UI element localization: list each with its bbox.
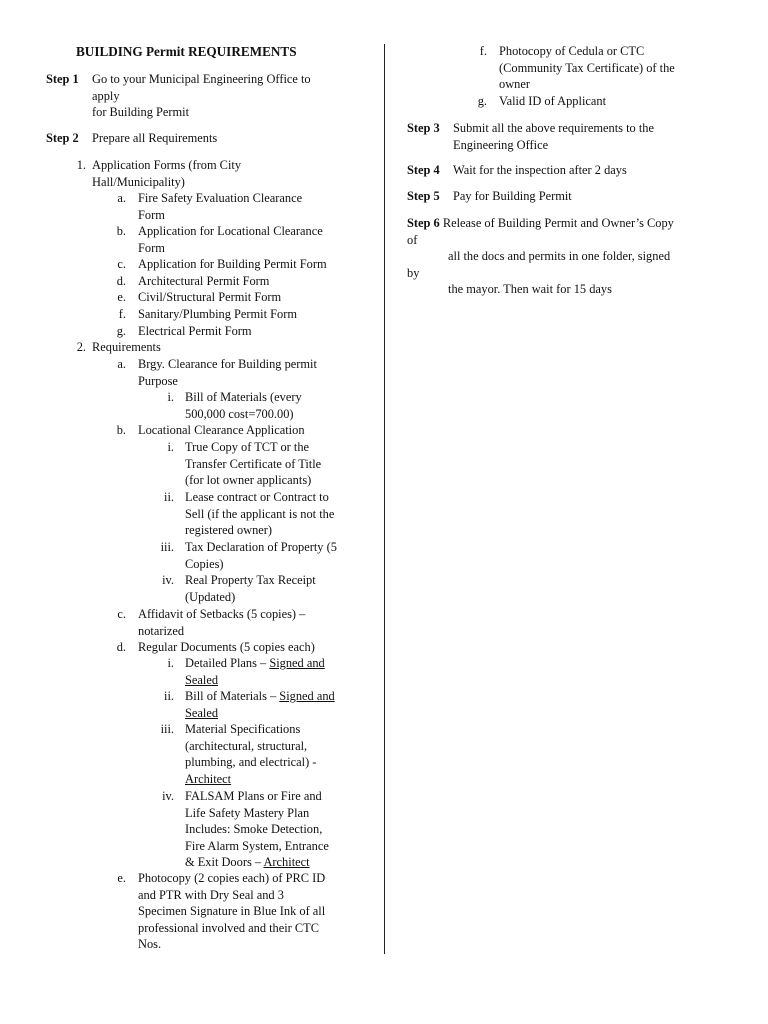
step-1-label: Step 1: [46, 72, 79, 86]
list-text: Application Forms (from City: [92, 158, 242, 172]
step-6-line: the mayor. Then wait for 15 days: [448, 282, 612, 297]
list-item: [110, 256, 366, 273]
list-marker: a.: [117, 357, 126, 371]
list-text: Specimen Signature in Blue Ink of all: [138, 904, 326, 919]
list-text: Regular Documents (5 copies each): [138, 640, 315, 654]
step-1: [46, 71, 366, 121]
list-marker: ii.: [164, 689, 174, 703]
step-5-text: Pay for Building Permit: [453, 189, 572, 203]
list-marker: b.: [116, 224, 126, 238]
step-6: [407, 215, 717, 298]
list-marker: iii.: [160, 722, 174, 736]
list-text: Photocopy (2 copies each) of PRC ID: [138, 871, 326, 885]
list-item: [150, 572, 366, 605]
step-6-line: of: [407, 232, 418, 247]
list-marker: g.: [477, 94, 487, 108]
list-text: Form: [138, 240, 165, 255]
list-text: Architectural Permit Form: [138, 274, 270, 288]
list-marker: i.: [167, 390, 174, 404]
list-text: Photocopy of Cedula or CTC: [499, 44, 645, 58]
page-title: BUILDING Permit REQUIREMENTS: [76, 44, 297, 59]
list-text: Detailed Plans –: [185, 656, 270, 670]
list-text: (Community Tax Certificate) of the: [499, 60, 675, 75]
list-text: Bill of Materials (every: [185, 390, 302, 404]
step-1-line: for Building Permit: [92, 105, 190, 120]
step-6-line: by: [407, 265, 420, 280]
list-item: [463, 93, 717, 110]
list-item: [150, 721, 366, 787]
list-text: notarized: [138, 623, 185, 638]
list-text: Bill of Materials –: [185, 689, 280, 703]
list-text: Real Property Tax Receipt: [185, 573, 316, 587]
list-marker: iv.: [162, 789, 174, 803]
list-text: Form: [138, 207, 165, 222]
list-item: [150, 489, 366, 539]
list-text: Nos.: [138, 937, 162, 952]
list-marker: b.: [116, 423, 126, 437]
list-item: [110, 289, 366, 306]
step-6-line: Release of Building Permit and Owner’s Copy: [442, 216, 674, 230]
list-text: Requirements: [92, 340, 161, 354]
list-text: registered owner): [185, 523, 273, 538]
list-text: Fire Alarm System, Entrance: [185, 838, 329, 853]
step-6-label: Step 6: [407, 216, 440, 230]
list-marker: iii.: [160, 540, 174, 554]
list-text: Life Safety Mastery Plan: [185, 805, 310, 820]
step-2: [46, 130, 366, 147]
step-1-line: Go to your Municipal Engineering Office to: [92, 72, 311, 86]
list-text: Electrical Permit Form: [138, 324, 252, 338]
list-marker: f.: [118, 307, 126, 321]
list-marker: i.: [167, 440, 174, 454]
list-text: Purpose: [138, 373, 178, 388]
list-text: Locational Clearance Application: [138, 423, 305, 437]
list-text: Civil/Structural Permit Form: [138, 290, 282, 304]
list-marker: c.: [117, 607, 126, 621]
list-text: Sell (if the applicant is not the: [185, 506, 335, 521]
list-item: [150, 655, 366, 688]
list-item: [150, 389, 366, 422]
list-text: Affidavit of Setbacks (5 copies) –: [138, 607, 306, 621]
list-item: [110, 870, 366, 953]
list-marker: e.: [117, 871, 126, 885]
list-marker: iv.: [162, 573, 174, 587]
list-marker: 1.: [76, 158, 86, 172]
list-text: Copies): [185, 556, 224, 571]
list-text: plumbing, and electrical) -: [185, 755, 317, 770]
list-text: & Exit Doors –: [185, 855, 264, 870]
list-text: Transfer Certificate of Title: [185, 456, 322, 471]
step-5-label: Step 5: [407, 189, 440, 203]
list-text: professional involved and their CTC: [138, 920, 320, 935]
step-6-line: all the docs and permits in one folder, signed: [448, 249, 671, 264]
list-text: Application for Locational Clearance: [138, 224, 323, 238]
step-3-line: Engineering Office: [453, 137, 549, 152]
list-marker: g.: [116, 324, 126, 338]
list-text: Sanitary/Plumbing Permit Form: [138, 307, 298, 321]
list-text: True Copy of TCT or the: [185, 440, 310, 454]
step-1-line: apply: [92, 88, 120, 103]
step-3-label: Step 3: [407, 121, 440, 135]
list-item: [110, 323, 366, 340]
list-item: [66, 339, 366, 356]
list-text: owner: [499, 77, 530, 92]
list-item: [110, 639, 366, 656]
step-3-line: Submit all the above requirements to the: [453, 121, 654, 135]
list-marker: f.: [479, 44, 487, 58]
list-text: Tax Declaration of Property (5: [185, 540, 337, 554]
list-text: Lease contract or Contract to: [185, 490, 329, 504]
list-item: [110, 306, 366, 323]
list-marker: 2.: [76, 340, 86, 354]
step-4-label: Step 4: [407, 163, 440, 177]
list-item: [150, 788, 366, 871]
list-text: 500,000 cost=700.00): [185, 406, 294, 421]
column-divider: [384, 44, 385, 954]
list-marker: d.: [116, 640, 126, 654]
signed-sealed-note: Sealed: [185, 705, 219, 720]
list-text: (architectural, structural,: [185, 738, 308, 753]
architect-note: Architect: [263, 855, 310, 870]
list-item: [110, 190, 366, 223]
step-2-label: Step 2: [46, 131, 79, 145]
list-item: [66, 157, 366, 190]
list-item: [150, 439, 366, 489]
list-item: [110, 223, 366, 256]
signed-sealed-note: Signed and: [279, 689, 335, 703]
signed-sealed-note: Signed and: [269, 656, 325, 670]
list-marker: d.: [116, 274, 126, 288]
step-2-text: Prepare all Requirements: [92, 131, 218, 145]
list-item: [150, 539, 366, 572]
list-text: Valid ID of Applicant: [499, 94, 607, 108]
list-text: (Updated): [185, 589, 236, 604]
list-marker: a.: [117, 191, 126, 205]
step-5: [407, 188, 717, 205]
list-item: [110, 273, 366, 290]
list-marker: e.: [117, 290, 126, 304]
list-text: Includes: Smoke Detection,: [185, 822, 323, 837]
list-text: Application for Building Permit Form: [138, 257, 327, 271]
signed-sealed-note: Sealed: [185, 672, 219, 687]
list-text: Hall/Municipality): [92, 174, 185, 189]
list-text: FALSAM Plans or Fire and: [185, 789, 322, 803]
step-4: [407, 162, 717, 179]
step-3: [407, 120, 717, 153]
list-marker: c.: [117, 257, 126, 271]
list-text: and PTR with Dry Seal and 3: [138, 887, 284, 902]
list-marker: ii.: [164, 490, 174, 504]
list-item: [110, 422, 366, 439]
list-text: Material Specifications: [185, 722, 301, 736]
list-text: Fire Safety Evaluation Clearance: [138, 191, 303, 205]
list-item: [110, 606, 366, 639]
list-item: [110, 356, 366, 389]
list-item: [463, 43, 717, 93]
step-4-text: Wait for the inspection after 2 days: [453, 163, 627, 177]
list-item: [150, 688, 366, 721]
list-text: (for lot owner applicants): [185, 473, 312, 488]
architect-note: Architect: [185, 771, 232, 786]
list-text: Brgy. Clearance for Building permit: [138, 357, 317, 371]
list-marker: i.: [167, 656, 174, 670]
